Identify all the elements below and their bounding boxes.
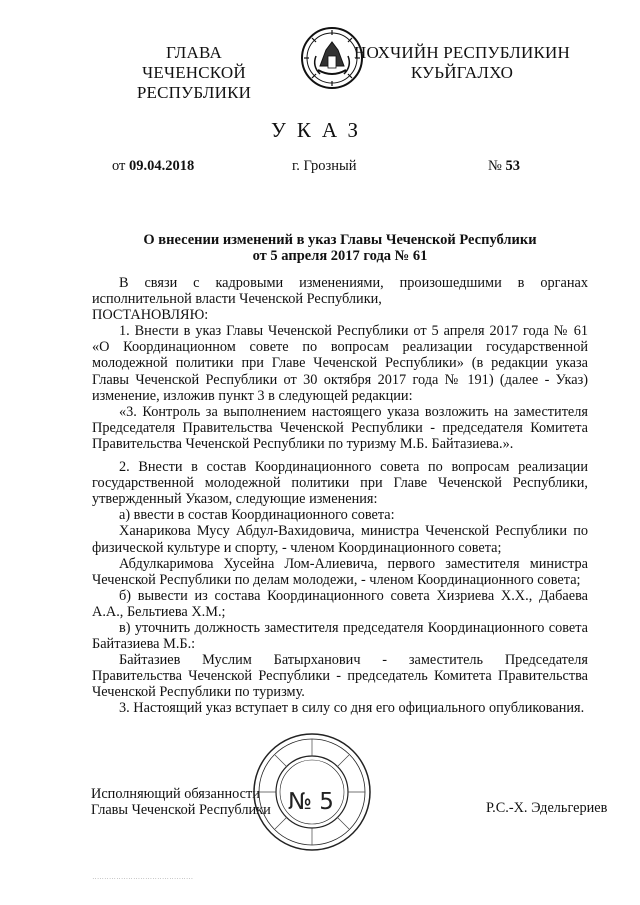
paragraph-2b: б) вывести из состава Координационного совета Хизриева Х.Х., Дабаева А.А., Бельтиева Х.М.; — [92, 587, 588, 620]
document-title — [90, 232, 590, 264]
title-line2: от 5 апреля 2017 года № 61 — [252, 248, 428, 264]
header-right-line1: НОХЧИЙН РЕСПУБЛИКИН — [354, 43, 570, 62]
document-body — [92, 275, 588, 717]
document-city: г. Грозный — [292, 158, 357, 174]
header-right-line2: КУЬЙГАЛХО — [410, 63, 514, 82]
date-value: 09.04.2018 — [129, 158, 195, 174]
header-right — [352, 43, 572, 83]
decree-word: ПОСТАНОВЛЯЮ: — [92, 307, 209, 324]
signatory-line1: Исполняющий обязанности — [91, 786, 260, 802]
footer-mark: ·········································· — [92, 876, 194, 881]
header-left-line2: ЧЕЧЕНСКОЙ РЕСПУБЛИКИ — [136, 63, 252, 102]
paragraph-2c: в) уточнить должность заместителя председателя Координационного совета Байтазиева М.Б.: — [92, 619, 588, 653]
document-number — [488, 158, 520, 175]
number-value: 53 — [505, 158, 520, 174]
date-prefix: от — [112, 158, 126, 174]
paragraph-3: 3. Настоящий указ вступает в силу со дня его официального опубликования. — [119, 700, 585, 717]
signatory-title — [91, 786, 271, 818]
stamp-number: № 5 — [288, 789, 334, 815]
paragraph-2a: а) ввести в состав Координационного совета: — [119, 507, 395, 524]
paragraph-2: 2. Внести в состав Координационного совета по вопросам реализации государственной молодежной политики при Главе Чеченской Республики, утвержденный Указом, следующие изменения: — [92, 459, 588, 508]
intro-paragraph: В связи с кадровыми изменениями, произошедшими в органах исполнительной власти Чеченской Республики, — [92, 275, 588, 308]
header-left-line1: ГЛАВА — [166, 43, 222, 62]
signatory-line2: Главы Чеченской Республики — [91, 802, 271, 818]
header-left — [84, 43, 304, 103]
document-date — [112, 158, 194, 175]
number-prefix: № — [488, 158, 502, 174]
title-line1: О внесении изменений в указ Главы Чеченской Республики — [143, 232, 537, 248]
document-type: УКАЗ — [270, 118, 370, 142]
paragraph-2a-item2: Абдулкаримова Хусейна Лом-Алиевича, первого заместителя министра Чеченской Республики по делам молодежи, - членом Координационного совета; — [92, 555, 588, 588]
paragraph-1: 1. Внести в указ Главы Чеченской Республики от 5 апреля 2017 года № 61 «О Координационном совете по вопросам реализации государственной молодежной политики при Главе Чеченской Республики» (в редакции указа Главы Чеченской Республики от 30 октября 2017 года № 191) (далее - Указ) изменение, изложив пункт 3 в следующей редакции: — [92, 323, 588, 404]
signatory-name: Р.С.-Х. Эдельгериев — [486, 800, 608, 816]
paragraph-2c-item1: Байтазиев Муслим Батырханович - заместитель Председателя Правительства Чеченской Республики - председатель Комитета Правительства Чеченской Республики по туризму. — [92, 652, 588, 701]
paragraph-2a-item1: Ханарикова Мусу Абдул-Вахидовича, министра Чеченской Республики по физической культуре и спорту, - членом Координационного совета; — [92, 523, 588, 556]
paragraph-1-quote: «3. Контроль за выполнением настоящего указа возложить на заместителя Председателя Правительства Чеченской Республики - председателя Комитета Правительства Чеченской Республики по туризму М.Б. Байтазиева.». — [92, 403, 588, 452]
